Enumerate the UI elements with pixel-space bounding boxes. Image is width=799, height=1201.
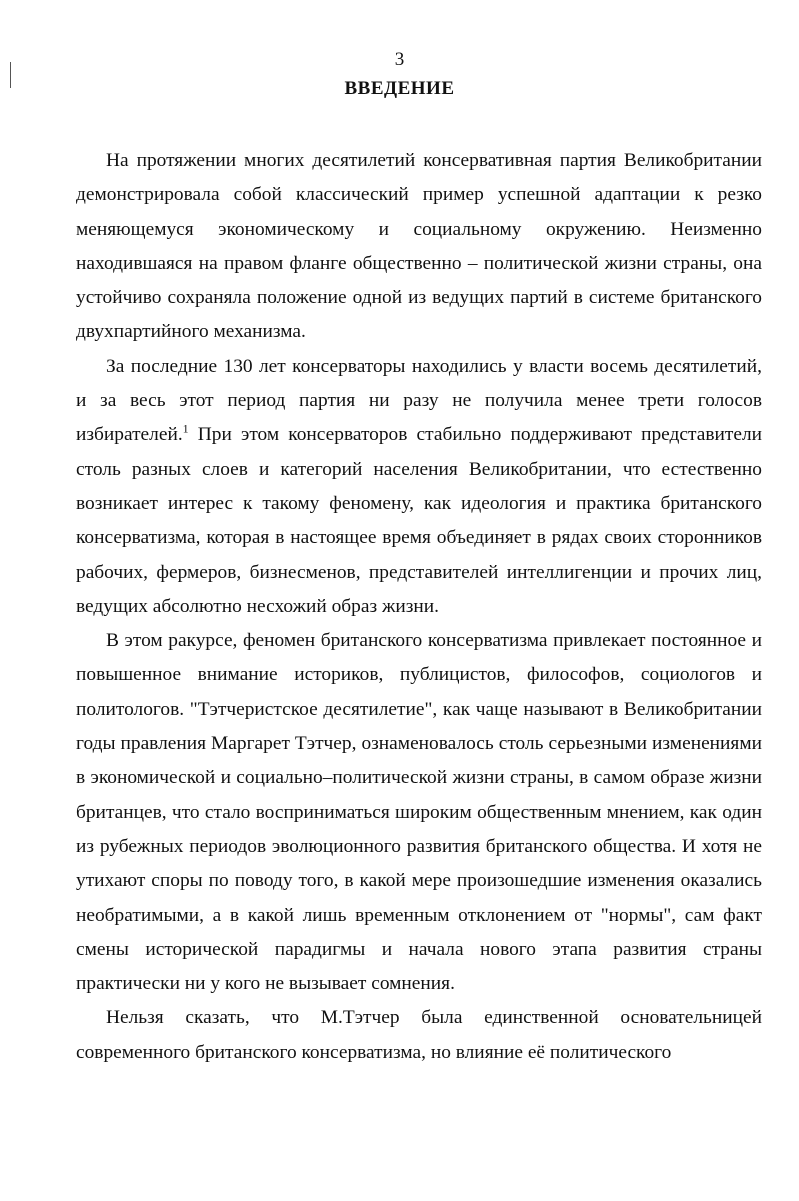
footnote-reference: 1 (182, 421, 189, 436)
paragraph-3: В этом ракурсе, феномен британского консерватизма привлекает постоянное и повышенное внимание историков, публицистов, философов, социологов и политологов. "Тэтчеристское десятилетие", как чаще называют в Великобритании годы правления Маргарет Тэтчер, ознаменовалось столь серьезными изменениями в экономической и социально–политической жизни страны, в самом образе жизни британцев, что стало восприниматься широким общественным мнением, как один из рубежных периодов эволюционного развития британского общества. И хотя не утихают споры по поводу того, в какой мере произошедшие изменения оказались необратимыми, а в какой лишь временным отклонением от "нормы", сам факт смены исторической парадигмы и начала нового этапа развития страны практически ни у кого не вызывает сомнения. (76, 630, 762, 995)
paragraph-2 (76, 350, 762, 624)
paragraph-2-start: За последние 130 лет консерваторы находились у власти восемь десятилетий, и за весь этот период партия ни разу не получила менее трети голосов избирателей. (76, 355, 762, 446)
page-number: 3 (394, 49, 405, 70)
section-heading: ВВЕДЕНИЕ (344, 78, 455, 99)
paragraph-2-end: При этом консерваторов стабильно поддерживают представители столь разных слоев и категорий населения Великобритании, что естественно возникает интерес к такому феномену, как идеология и практика британского консерватизма, которая в настоящее время объединяет в рядах своих сторонников рабочих, фермеров, бизнесменов, представителей интеллигенции и прочих лиц, ведущих абсолютно несхожий образ жизни. (76, 424, 762, 617)
paragraph-1: На протяжении многих десятилетий консервативная партия Великобритании демонстрировала собой классический пример успешной адаптации к резко меняющемуся экономическому и социальному окружению. Неизменно находившаяся на правом фланге общественно – политической жизни страны, она устойчиво сохраняла положение одной из ведущих партий в системе британского двухпартийного механизма. (76, 150, 762, 343)
body-text (76, 144, 762, 1070)
paragraph-4: Нельзя сказать, что М.Тэтчер была единственной основательницей современного британского консерватизма, но влияние её политического (76, 1007, 762, 1063)
